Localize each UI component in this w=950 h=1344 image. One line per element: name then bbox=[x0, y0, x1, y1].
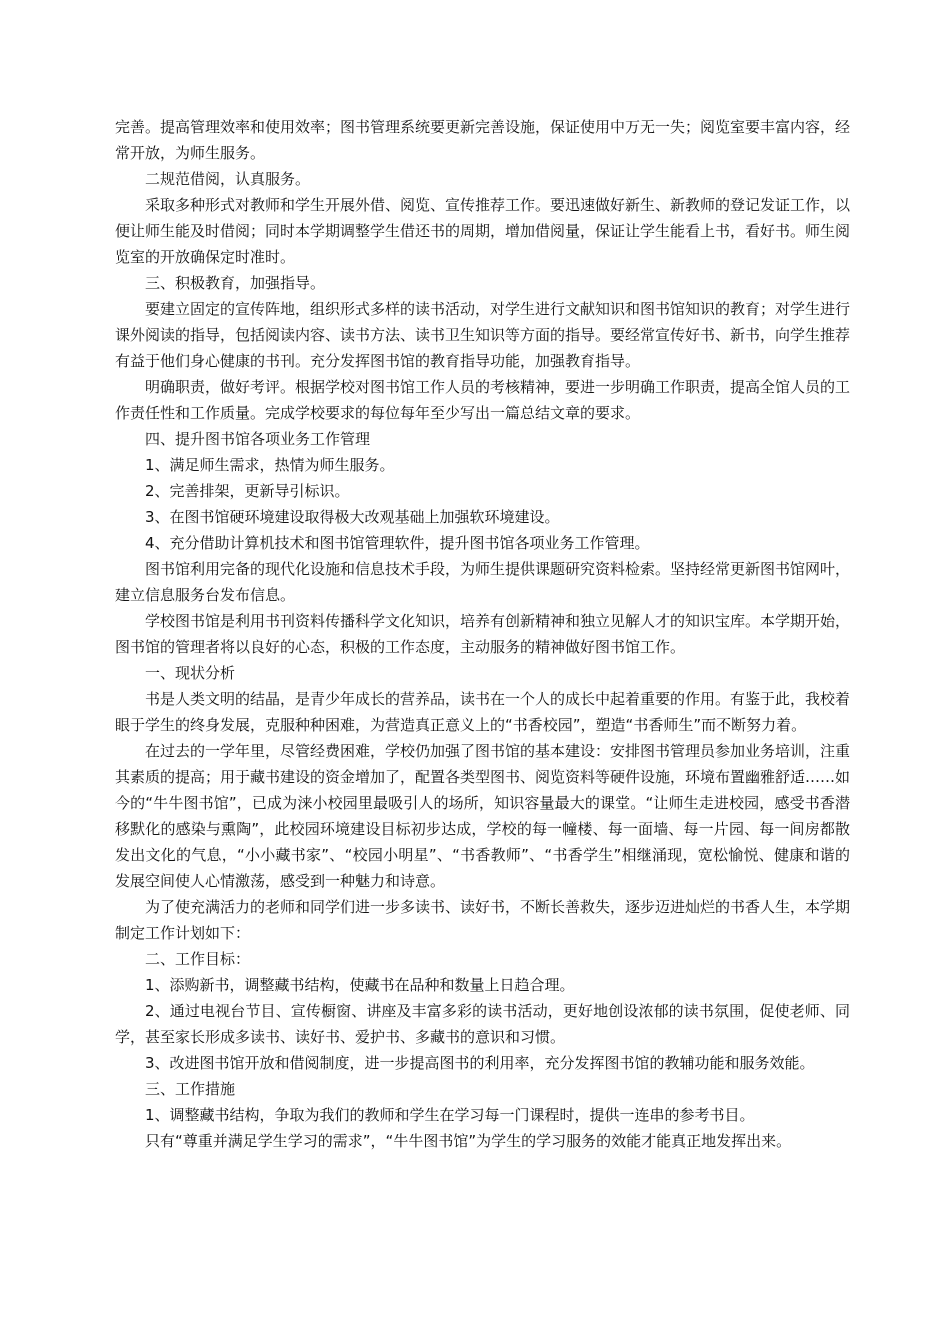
section-heading-current-status: 一、现状分析 bbox=[145, 664, 236, 682]
document-page bbox=[115, 114, 850, 1154]
paragraph-continuation: 完善。提高管理效率和使用效率；图书管理系统要更新完善设施，保证使用中万无一失；阅览室要丰富内容，经常开放，为师生服务。 bbox=[115, 118, 851, 162]
list-item: 4、充分借助计算机技术和图书馆管理软件，提升图书馆各项业务工作管理。 bbox=[145, 534, 650, 552]
list-item: 3、在图书馆硬环境建设取得极大改观基础上加强软环境建设。 bbox=[145, 508, 560, 526]
list-item: 2、通过电视台节目、宣传橱窗、讲座及丰富多彩的读书活动，更好地创设浓郁的读书氛围，促使老师、同学，甚至家长形成多读书、读好书、爱护书、多藏书的意识和习惯。 bbox=[115, 1002, 850, 1046]
list-item: 1、添购新书，调整藏书结构，使藏书在品种和数量上日趋合理。 bbox=[145, 976, 575, 994]
list-item: 3、改进图书馆开放和借阅制度，进一步提高图书的利用率，充分发挥图书馆的教辅功能和服务效能。 bbox=[145, 1054, 815, 1072]
paragraph-plan-intro: 为了使充满活力的老师和同学们进一步多读书、读好书，不断长善救失，逐步迈进灿烂的书香人生，本学期制定工作计划如下： bbox=[115, 898, 851, 942]
paragraph-closing: 只有“尊重并满足学生学习的需求”，“牛牛图书馆”为学生的学习服务的效能才能真正地发挥出来。 bbox=[145, 1132, 792, 1150]
paragraph-education: 要建立固定的宣传阵地，组织形式多样的读书活动，对学生进行文献知识和图书馆知识的教育；对学生进行课外阅读的指导，包括阅读内容、读书方法、读书卫生知识等方面的指导。要经常宣传好书、新书，向学生推荐有益于他们身心健康的书刊。充分发挥图书馆的教育指导功能，加强教育指导。 bbox=[115, 300, 851, 370]
section-heading-measures: 三、工作措施 bbox=[145, 1080, 236, 1098]
paragraph-books-value: 书是人类文明的结晶，是青少年成长的营养品，读书在一个人的成长中起着重要的作用。有鉴于此，我校着眼于学生的终身发展，克服种种困难，为营造真正意义上的“书香校园”，塑造“书香师生”而不断努力着。 bbox=[115, 690, 851, 734]
paragraph-library-intro: 学校图书馆是利用书刊资料传播科学文化知识，培养有创新精神和独立见解人才的知识宝库。本学期开始，图书馆的管理者将以良好的心态，积极的工作态度，主动服务的精神做好图书馆工作。 bbox=[115, 612, 851, 656]
paragraph-responsibilities: 明确职责，做好考评。根据学校对图书馆工作人员的考核精神，要进一步明确工作职责，提高全馆人员的工作责任性和工作质量。完成学校要求的每位每年至少写出一篇总结文章的要求。 bbox=[115, 378, 851, 422]
list-item: 1、调整藏书结构，争取为我们的教师和学生在学习每一门课程时，提供一连串的参考书目。 bbox=[145, 1106, 755, 1124]
section-heading-borrowing: 二规范借阅，认真服务。 bbox=[145, 170, 311, 188]
section-heading-education: 三、积极教育，加强指导。 bbox=[145, 274, 326, 292]
paragraph-past-year: 在过去的一学年里，尽管经费困难，学校仍加强了图书馆的基本建设：安排图书管理员参加业务培训，注重其素质的提高；用于藏书建设的资金增加了，配置各类型图书、阅览资料等硬件设施，环境布置幽雅舒适……如今的“牛牛图书馆”，已成为涞小校园里最吸引人的场所，知识容量最大的课堂。“让师生走进校园，感受书香潜移默化的感染与熏陶”，此校园环境建设目标初步达成，学校的每一幢楼、每一面墙、每一片园、每一间房都散发出文化的气息，“小小藏书家”、“校园小明星”、“书香教师”、“书香学生”相继涌现，宽松愉悦、健康和谐的发展空间使人心情激荡，感受到一种魅力和诗意。 bbox=[115, 742, 851, 890]
paragraph-information-services: 图书馆利用完备的现代化设施和信息技术手段，为师生提供课题研究资料检索。坚持经常更新图书馆网叶，建立信息服务台发布信息。 bbox=[115, 560, 851, 604]
section-heading-goals: 二、工作目标： bbox=[145, 950, 251, 968]
list-item: 2、完善排架，更新导引标识。 bbox=[145, 482, 350, 500]
paragraph-borrowing: 采取多种形式对教师和学生开展外借、阅览、宣传推荐工作。要迅速做好新生、新教师的登记发证工作，以便让师生能及时借阅；同时本学期调整学生借还书的周期，增加借阅量，保证让学生能看上书，看好书。师生阅览室的开放确保定时准时。 bbox=[115, 196, 851, 266]
section-heading-management: 四、提升图书馆各项业务工作管理 bbox=[145, 430, 371, 448]
list-item: 1、满足师生需求，热情为师生服务。 bbox=[145, 456, 395, 474]
